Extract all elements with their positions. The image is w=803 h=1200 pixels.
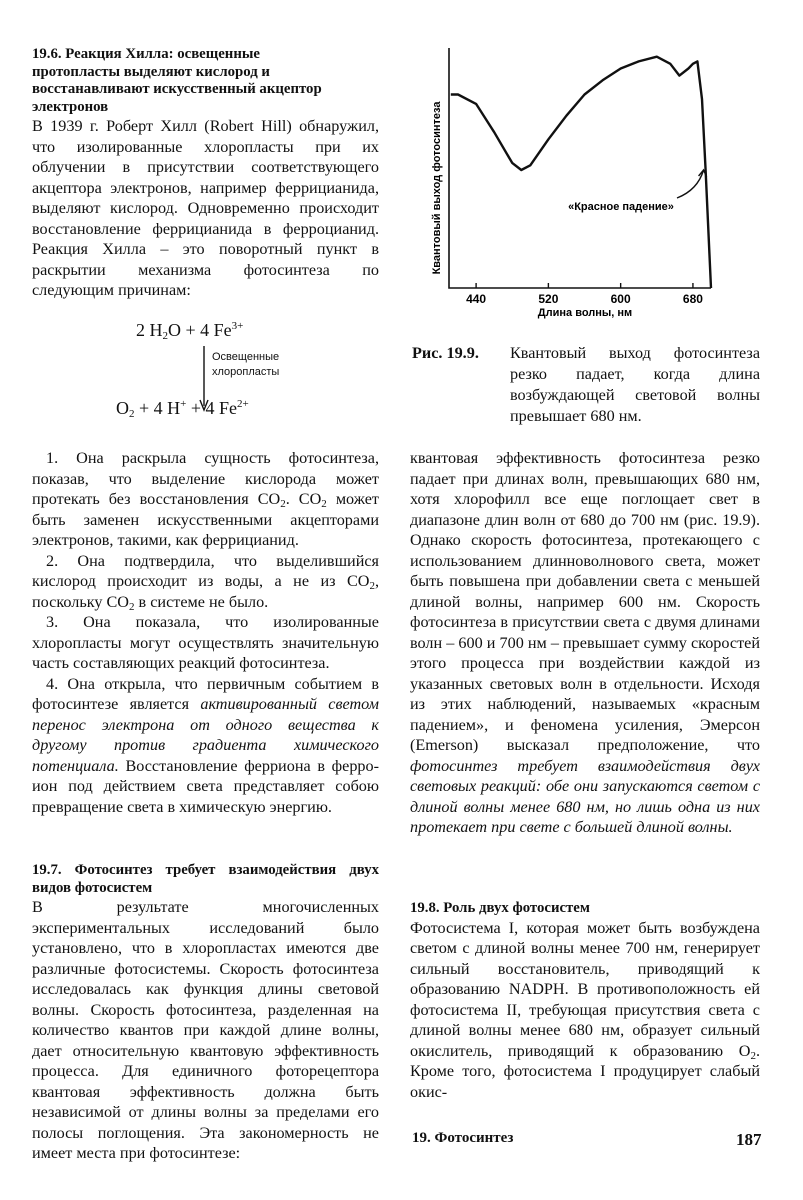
section-19-8 bbox=[410, 900, 760, 1102]
equation-reactants: 2 $H_2O + 4$ $Fe^{3+}$ bbox=[136, 320, 244, 342]
section-19-7 bbox=[32, 862, 379, 1164]
paragraph: В результате многочисленных экспериментальных исследований было установлено, что в хлоропластах имеются две различные фотосистемы. Скорость фотосинтеза исследовалась как функция длины световой волны. Скорость фотосинтеза, разделенная на количество квантов при каждой длине волны, дает относительную квантовую эффективность процесса. Для единичного фоторецептора квантовая эффективность должна быть независимой от длины волны за пределами его полосы поглощения. Эта закономерность не имеет места при фотосинтезе: bbox=[32, 898, 379, 1162]
section-heading: 19.6. Реакция Хилла: освещенные протопласты выделяют кислород и восстанавливают искусственный акцептор электронов bbox=[32, 46, 322, 115]
section-19-6 bbox=[32, 46, 379, 301]
running-footer: 19. Фотосинтез bbox=[412, 1130, 514, 1146]
hill-reaction-equation bbox=[80, 318, 380, 428]
list-item: 2. Она подтвердила, что выделившийся кислород происходит из воды, а не из $CO_2$, поскольку $CO_2$ в системе не было. bbox=[32, 551, 379, 613]
right-column-text bbox=[410, 448, 760, 838]
list-item: 1. Она раскрыла сущность фотосинтеза, показав, что выделение кислорода может протекать без восстановления $CO_2$. $CO_2$ может быть заменен искусственными акцепторами электронов, такими, как феррицианид. bbox=[32, 449, 379, 549]
numbered-list bbox=[32, 448, 379, 817]
equation-products: $O_2 + 4$ H+ + 4 $Fe^{2+}$ bbox=[116, 398, 249, 420]
x-tick-label: 600 bbox=[610, 292, 631, 306]
page-number: 187 bbox=[736, 1130, 762, 1149]
figure-19-9 bbox=[415, 40, 775, 330]
x-tick-label: 680 bbox=[682, 292, 703, 306]
section-heading: 19.8. Роль двух фотосистем bbox=[410, 900, 590, 916]
paragraph: Фотосистема I, которая может быть возбуждена светом с длиной волны менее 700 нм, генерирует сильный восстановитель, приводящий к образованию NADPH. В противоположность ей фотосистема II, требующая присутствия света с длиной волны менее 680 нм, образует сильный окислитель, приводящий к образованию $O_2$. Кроме того, фотосистема I продуцирует слабый окис- bbox=[410, 918, 760, 1101]
arrow-label: Освещенные хлоропласты bbox=[212, 351, 280, 378]
chart-axes bbox=[449, 48, 711, 288]
paragraph: В 1939 г. Роберт Хилл (Robert Hill) обнаружил, что изолированные хлоропласты при их облучении в присутствии соответствующего акцептора электронов, например феррицианида, выделяют кислород. Одновременно происходит восстановление феррицианида в ферроцианид. Реакция Хилла – это поворотный пункт в раскрытии механизма фотосинтеза по следующим причинам: bbox=[32, 117, 379, 299]
quantum-yield-curve bbox=[451, 57, 711, 288]
paragraph: квантовая эффективность фотосинтеза резко падает при длинах волн, превышающих 680 нм, хотя хлорофилл все еще поглощает свет в диапазоне длин волн от 680 до 700 нм (рис. 19.9). Однако скорость фотосинтеза, протекающего с использованием длинноволнового света, может быть повышена при добавлении света с меньшей длиной волны, например 600 нм. Скорость фотосинтеза в присутствии света с двумя длинами волн – 600 и 700 нм – превышает сумму скоростей этого процесса при воздействии каждой из указанных световых волн в отдельности. Исходя из этих наблюдений, называемых «красным падением», и феномена усиления, Эмерсон (Emerson) высказал предположение, что фотосинтез требует взаимодействия двух световых реакций: обе они запускаются светом с длиной волны менее 680 нм, но лишь одна из них протекает при свете с большей длиной волны. bbox=[410, 449, 760, 836]
quantum-yield-chart bbox=[415, 40, 775, 330]
x-tick-label: 520 bbox=[538, 292, 559, 306]
y-axis-label: Квантовый выход фотосинтеза bbox=[431, 101, 443, 275]
x-axis-label: Длина волны, нм bbox=[537, 307, 633, 319]
list-item: 3. Она показала, что изолированные хлоропласты могут осуществлять значительную часть составляющих реакций фотосинтеза. bbox=[32, 613, 379, 672]
caption-text: Квантовый выход фотосинтеза резко падает, когда длина возбуждающей световой волны превышает 680 нм. bbox=[510, 344, 760, 425]
list-item: 4. Она открыла, что первичным событием в фотосинтезе является активированный светом перенос электрона от одного вещества к другому против градиента химического потенциала. Восстановление ферриона в ферро-ион под действием света представляет собою превращение света в химическую энергию. bbox=[32, 674, 379, 816]
red-drop-label: «Красное падение» bbox=[568, 201, 674, 213]
caption-label: Рис. 19.9. bbox=[412, 344, 479, 362]
x-tick-label: 440 bbox=[466, 292, 487, 306]
section-heading: 19.7. Фотосинтез требует взаимодействия двух видов фотосистем bbox=[32, 862, 379, 896]
